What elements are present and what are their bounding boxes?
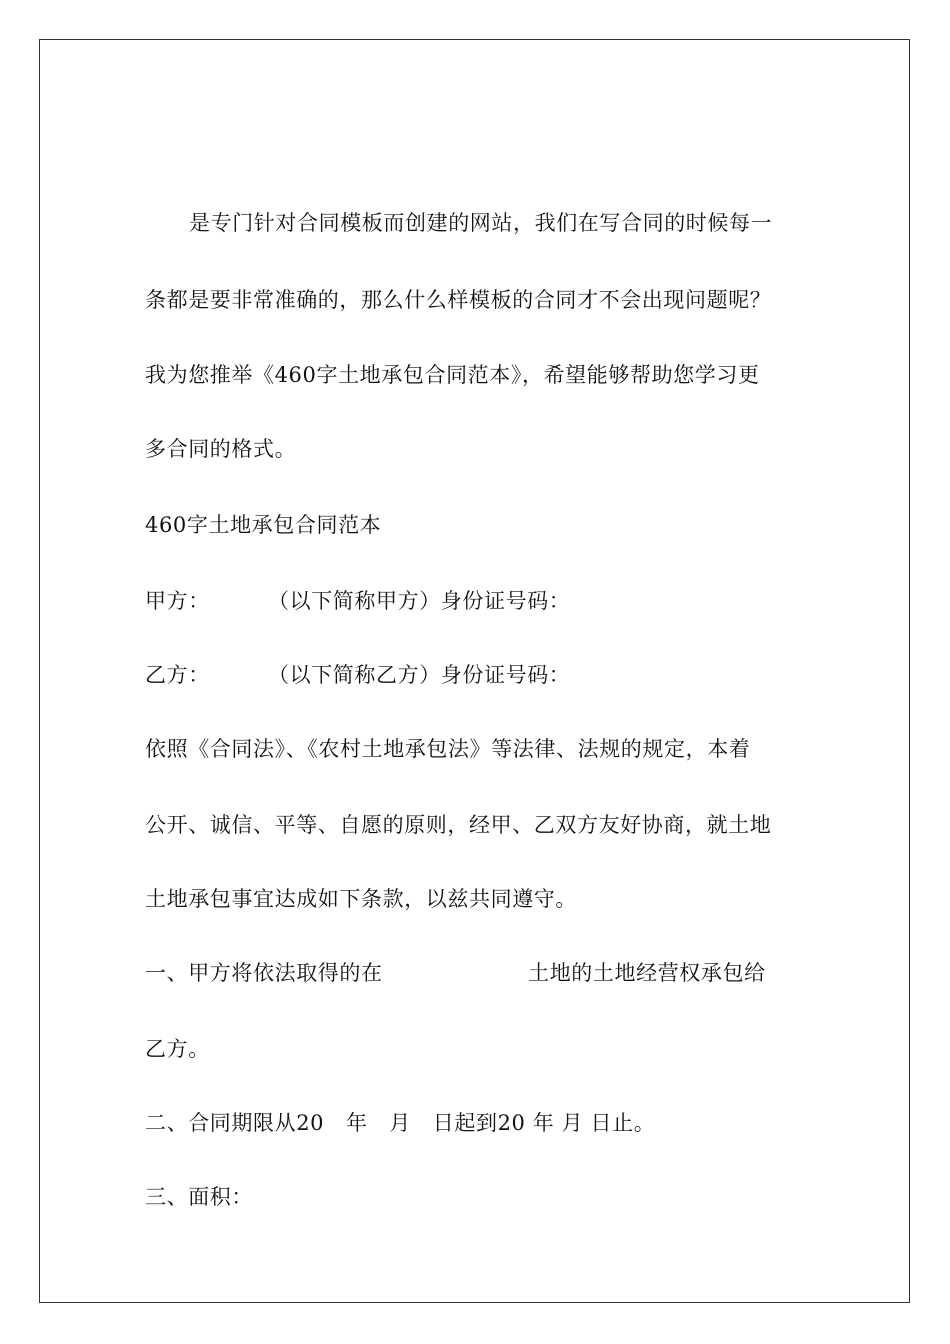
clause-2-line: 二、合同期限从20 年 月 日起到20 年 月 日止。 (145, 1111, 656, 1135)
preamble-line-2: 公开、诚信、平等、自愿的原则，经甲、乙双方友好协商，就土地 (145, 813, 772, 837)
intro-line-3: 我为您推举《460字土地承包合同范本》，希望能够帮助您学习更 (145, 363, 760, 387)
party-b-line: 乙方： （以下简称乙方）身份证号码： (145, 663, 571, 687)
preamble-line-3: 土地承包事宜达成如下条款，以兹共同遵守。 (145, 887, 577, 911)
clause-1-line-1: 一、甲方将依法取得的在 土地的土地经营权承包给 (145, 961, 766, 985)
document-title: 460字土地承包合同范本 (145, 513, 382, 537)
intro-line-4: 多合同的格式。 (145, 437, 297, 461)
clause-3-line: 三、面积： (145, 1185, 253, 1209)
intro-line-2: 条都是要非常准确的，那么什么样模板的合同才不会出现问题呢？ (145, 288, 772, 312)
preamble-line-1: 依照《合同法》、《农村土地承包法》等法律、法规的规定，本着 (145, 737, 751, 761)
clause-1-line-2: 乙方。 (145, 1037, 210, 1061)
party-a-line: 甲方： （以下简称甲方）身份证号码： (145, 589, 571, 613)
intro-line-1: 是专门针对合同模板而创建的网站，我们在写合同的时候每一 (189, 211, 773, 235)
